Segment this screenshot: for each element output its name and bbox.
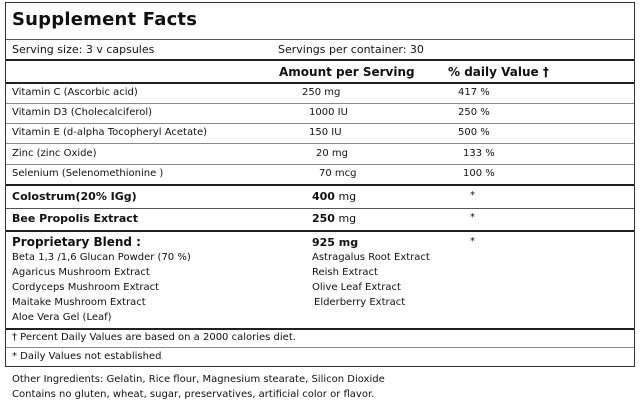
divider [6, 184, 634, 186]
serving-size: Serving size: 3 v capsules [12, 43, 155, 56]
divider [6, 230, 634, 232]
amount-header: Amount per Serving [279, 65, 415, 79]
nutrient-daily-value: 417 % [458, 87, 490, 98]
colostrum-amount-value: 400 [312, 190, 335, 203]
blend-amount: 925 mg [312, 236, 359, 249]
divider [6, 328, 634, 330]
colostrum-amount [312, 190, 356, 203]
blend-ingredient: Astragalus Root Extract [312, 252, 430, 263]
blend-ingredient: Beta 1,3 /1,6 Glucan Powder (70 %) [12, 252, 191, 263]
nutrient-amount: 150 IU [309, 127, 342, 138]
nutrient-name: Vitamin E (d-alpha Tocopheryl Acetate) [12, 127, 208, 138]
nutrient-name: Selenium (Selenomethionine ) [12, 168, 164, 179]
blend-ingredient: Aloe Vera Gel (Leaf) [12, 312, 112, 323]
blend-ingredient: Cordyceps Mushroom Extract [12, 282, 160, 293]
divider [6, 82, 634, 84]
supplement-facts-panel [5, 2, 635, 367]
blend-ingredient: Olive Leaf Extract [312, 282, 401, 293]
divider [6, 208, 634, 209]
divider [6, 164, 634, 165]
nutrient-daily-value: 100 % [463, 168, 495, 179]
divider [6, 59, 634, 61]
nutrient-amount: 20 mg [316, 148, 348, 159]
panel-title: Supplement Facts [12, 9, 198, 30]
nutrient-name: Vitamin C (Ascorbic acid) [12, 87, 138, 98]
divider [6, 143, 634, 144]
nutrient-daily-value: 500 % [458, 127, 490, 138]
servings-per-container: Servings per container: 30 [278, 43, 424, 56]
blend-ingredient: Maitake Mushroom Extract [12, 297, 146, 308]
propolis-amount [312, 212, 356, 225]
nutrient-amount: 1000 IU [309, 107, 348, 118]
blend-name: Proprietary Blend : [12, 235, 141, 249]
propolis-name: Bee Propolis Extract [12, 212, 139, 225]
divider [6, 347, 634, 348]
blend-ingredient: Reish Extract [312, 267, 378, 278]
divider [6, 39, 634, 40]
colostrum-daily-value: * [470, 190, 475, 201]
contains-no-statement: Contains no gluten, wheat, sugar, preservatives, artificial color or flavor. [12, 389, 375, 400]
propolis-amount-value: 250 [312, 212, 335, 225]
nutrient-daily-value: 133 % [463, 148, 495, 159]
nutrient-amount: 70 mcg [319, 168, 357, 179]
divider [6, 123, 634, 124]
daily-value-header: % daily Value † [448, 65, 549, 79]
propolis-amount-unit: mg [338, 212, 357, 225]
nutrient-daily-value: 250 % [458, 107, 490, 118]
blend-daily-value: * [470, 236, 475, 247]
colostrum-amount-unit: mg [338, 190, 357, 203]
blend-ingredient: Elderberry Extract [314, 297, 406, 308]
percent-dv-note: † Percent Daily Values are based on a 2000 calories diet. [12, 332, 296, 343]
divider [6, 103, 634, 104]
not-established-note: * Daily Values not established [12, 351, 162, 362]
propolis-daily-value: * [470, 212, 475, 223]
nutrient-name: Zinc (zinc Oxide) [12, 148, 97, 159]
other-ingredients: Other Ingredients: Gelatin, Rice flour, Magnesium stearate, Silicon Dioxide [12, 374, 385, 385]
nutrient-amount: 250 mg [302, 87, 341, 98]
colostrum-name: Colostrum(20% IGg) [12, 190, 137, 203]
nutrient-name: Vitamin D3 (Cholecalciferol) [12, 107, 153, 118]
blend-ingredient: Agaricus Mushroom Extract [12, 267, 150, 278]
